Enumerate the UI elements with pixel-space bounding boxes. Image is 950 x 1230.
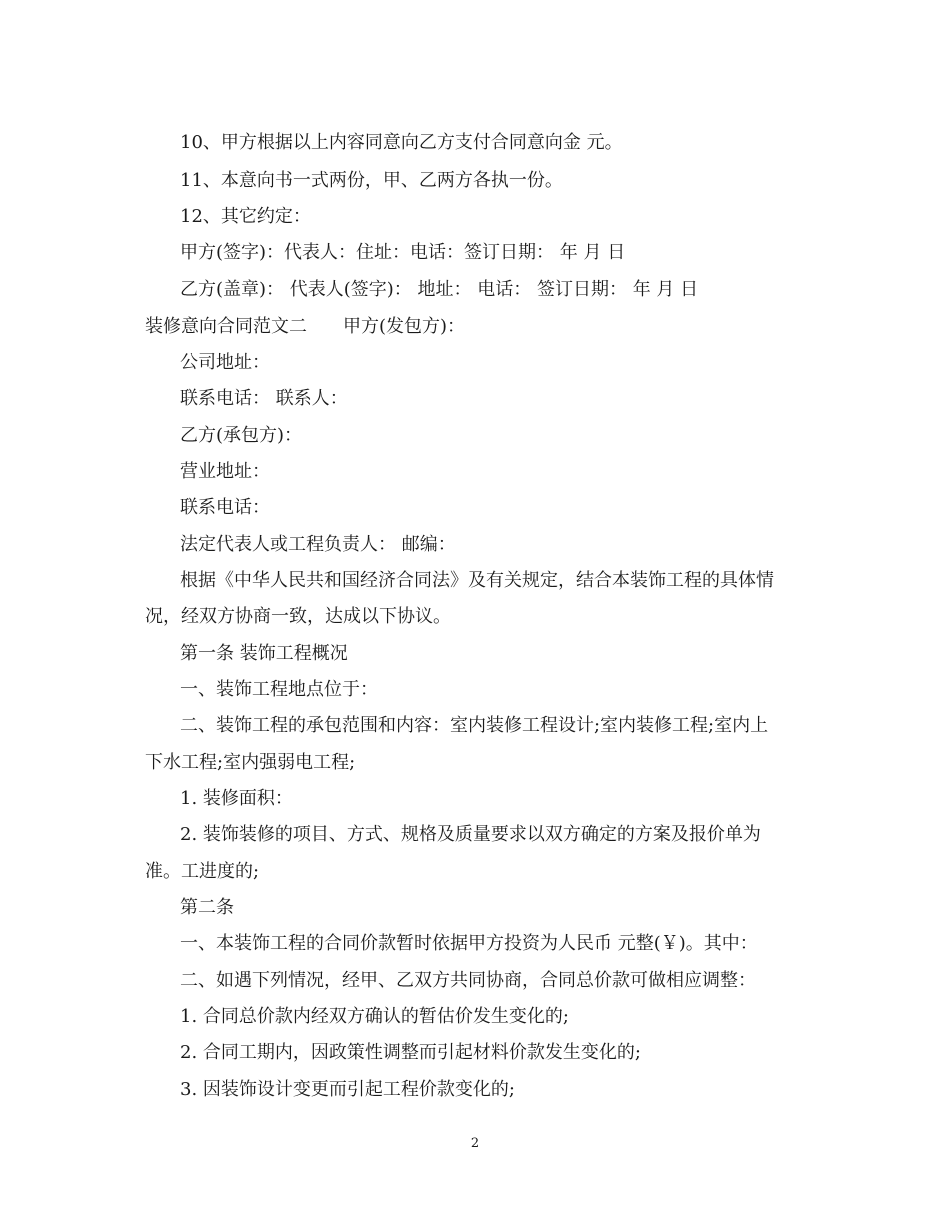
section-heading: 装修意向合同范文二 甲方(发包方)：	[145, 316, 466, 337]
text-line: 下水工程;室内强弱电工程;	[145, 752, 356, 773]
text-line: 准。工进度的;	[145, 861, 260, 882]
text-line: 3. 因装饰设计变更而引起工程价款变化的;	[180, 1079, 515, 1100]
text-line: 联系电话：	[180, 497, 270, 518]
text-line: 二、装饰工程的承包范围和内容：室内装修工程设计;室内装修工程;室内上	[180, 715, 769, 736]
text-line: 根据《中华人民共和国经济合同法》及有关规定，结合本装饰工程的具体情	[180, 570, 774, 591]
text-line: 11、本意向书一式两份，甲、乙两方各执一份。	[180, 170, 563, 191]
text-line: 10、甲方根据以上内容同意向乙方支付合同意向金 元。	[180, 132, 623, 153]
text-line: 营业地址：	[180, 461, 270, 482]
text-line: 联系电话： 联系人：	[180, 388, 348, 409]
text-line: 法定代表人或工程负责人： 邮编：	[180, 534, 456, 555]
text-line: 1. 合同总价款内经双方确认的暂估价发生变化的;	[180, 1006, 569, 1027]
text-line: 2. 装饰装修的项目、方式、规格及质量要求以双方确定的方案及报价单为	[180, 824, 761, 845]
text-line: 2. 合同工期内，因政策性调整而引起材料价款发生变化的;	[180, 1042, 641, 1063]
text-line: 二、如遇下列情况，经甲、乙双方共同协商，合同总价款可做相应调整：	[180, 970, 756, 991]
page-number: 2	[470, 1136, 480, 1151]
text-line: 况，经双方协商一致，达成以下协议。	[145, 606, 451, 627]
text-line: 甲方(签字)：代表人：住址：电话：签订日期： 年 月 日	[180, 242, 626, 263]
text-line: 一、本装饰工程的合同价款暂时依据甲方投资为人民币 元整(￥)。其中：	[180, 933, 758, 954]
article-heading: 第一条 装饰工程概况	[180, 643, 348, 664]
text-line: 公司地址：	[180, 352, 270, 373]
text-line: 乙方(盖章)： 代表人(签字)： 地址： 电话： 签订日期： 年 月 日	[180, 279, 699, 300]
article-heading: 第二条	[180, 897, 234, 918]
text-line: 1. 装修面积：	[180, 788, 293, 809]
text-line: 一、装饰工程地点位于：	[180, 679, 378, 700]
text-line: 乙方(承包方)：	[180, 425, 303, 446]
text-line: 12、其它约定：	[180, 206, 311, 227]
